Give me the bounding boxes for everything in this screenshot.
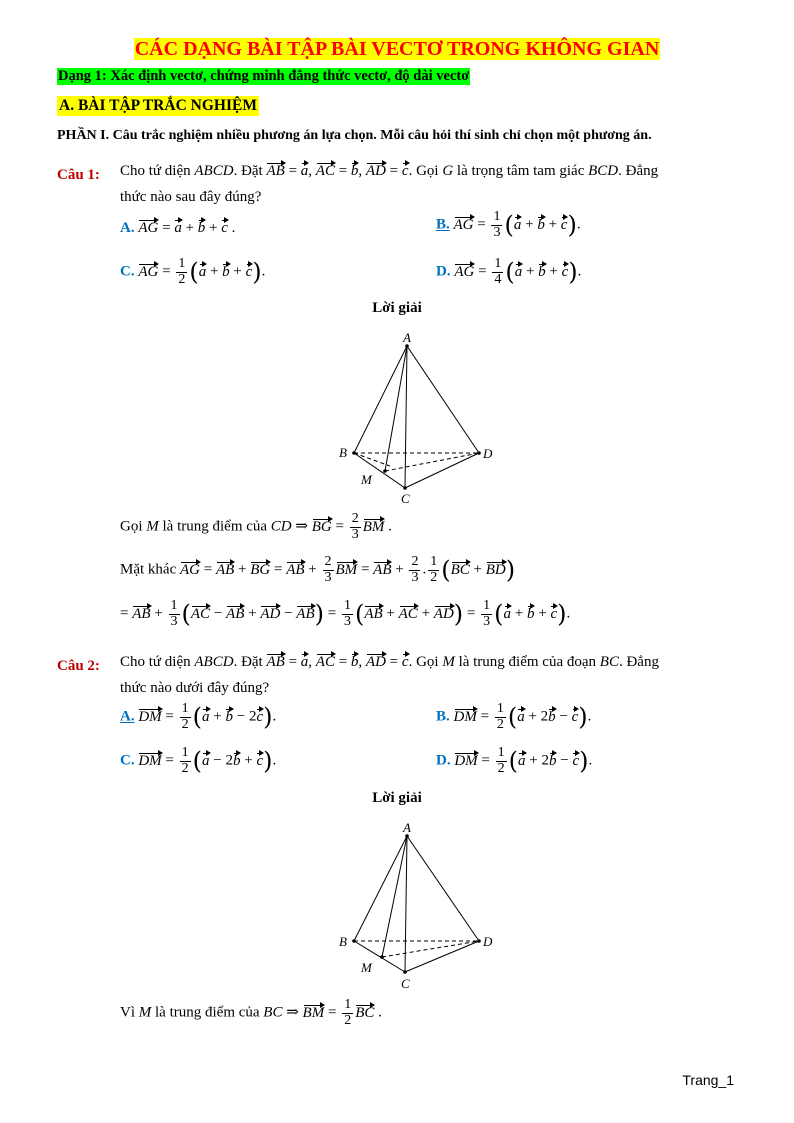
option-a[interactable]: A. DM = $\frac{1}{2}$ (a + b − 2c). (120, 701, 277, 732)
question-number: Câu 1: (57, 167, 100, 183)
option-a[interactable]: A. AG = a + b + c . (120, 220, 236, 236)
option-b[interactable]: B. DM = $\frac{1}{2}$ (a + 2b − c). (436, 701, 592, 732)
vertex-c-label: C (401, 976, 410, 991)
vertex-d-label: D (483, 934, 493, 949)
option-d[interactable]: D. DM = $\frac{1}{2}$ (a + 2b − c). (436, 745, 593, 776)
point-m-label: M (361, 960, 372, 975)
option-c[interactable]: C. AG = $\frac{1}{2}$ (a + b + c). (120, 256, 266, 287)
page-number: Trang_1 (682, 1072, 734, 1088)
question-text-line2: thức nào dưới đây đúng? (120, 680, 270, 696)
tetrahedron-figure (330, 818, 500, 998)
vertex-c-label: C (401, 491, 410, 506)
solution-line: Mặt khác AG = AB + BG = AB + $\frac{2}{3}$ BM = AB + $\frac{2}{3}$ . $\frac{1}{2}$ (BC + BD) (120, 554, 516, 585)
option-c[interactable]: C. DM = $\frac{1}{2}$ (a − 2b + c). (120, 745, 277, 776)
vertex-b-label: B (339, 445, 347, 460)
solution-heading: Lời giải (372, 300, 422, 316)
tetrahedron-figure (330, 328, 500, 508)
question-text: Cho tứ diện ABCD. Đặt AB = a, AC = b, AD = c. Gọi M là trung điểm của đoạn BC. Đẳng (120, 654, 659, 670)
solution-line: Gọi M là trung điểm của CD ⇒ BG = $\frac{2}{3}$ BM . (120, 511, 392, 542)
vertex-a-label: A (403, 330, 411, 345)
question-text: Cho tứ diện ABCD. Đặt AB = a, AC = b, AD = c. Gọi G là trọng tâm tam giác BCD. Đẳng (120, 163, 659, 179)
solution-heading: Lời giải (372, 790, 422, 806)
solution-line: Vì M là trung điểm của BC ⇒ BM = $\frac{1}{2}$ BC . (120, 997, 382, 1028)
topic-heading: Dạng 1: Xác định vectơ, chứng minh đẳng thức vectơ, độ dài vectơ (58, 68, 470, 84)
solution-line: = AB + $\frac{1}{3}$ (AC − AB + AD − AB) = $\frac{1}{3}$ (AB + AC + AD) = $\frac{1}{3}$ (a + b + c). (120, 598, 571, 629)
vertex-d-label: D (483, 446, 493, 461)
vertex-a-label: A (403, 820, 411, 835)
option-b[interactable]: B. AG = $\frac{1}{3}$ (a + b + c). (436, 209, 581, 240)
question-number: Câu 2: (57, 658, 100, 674)
vertex-b-label: B (339, 934, 347, 949)
part-heading: PHẦN I. Câu trắc nghiệm nhiều phương án lựa chọn. Mỗi câu hỏi thí sinh chỉ chọn một phương án. (57, 128, 652, 143)
page-title: CÁC DẠNG BÀI TẬP BÀI VECTƠ TRONG KHÔNG GIAN (134, 38, 660, 60)
question-text-line2: thức nào sau đây đúng? (120, 189, 262, 205)
option-d[interactable]: D. AG = $\frac{1}{4}$ (a + b + c). (436, 256, 582, 287)
point-m-label: M (361, 472, 372, 487)
section-heading: A. BÀI TẬP TRẮC NGHIỆM (59, 97, 257, 114)
